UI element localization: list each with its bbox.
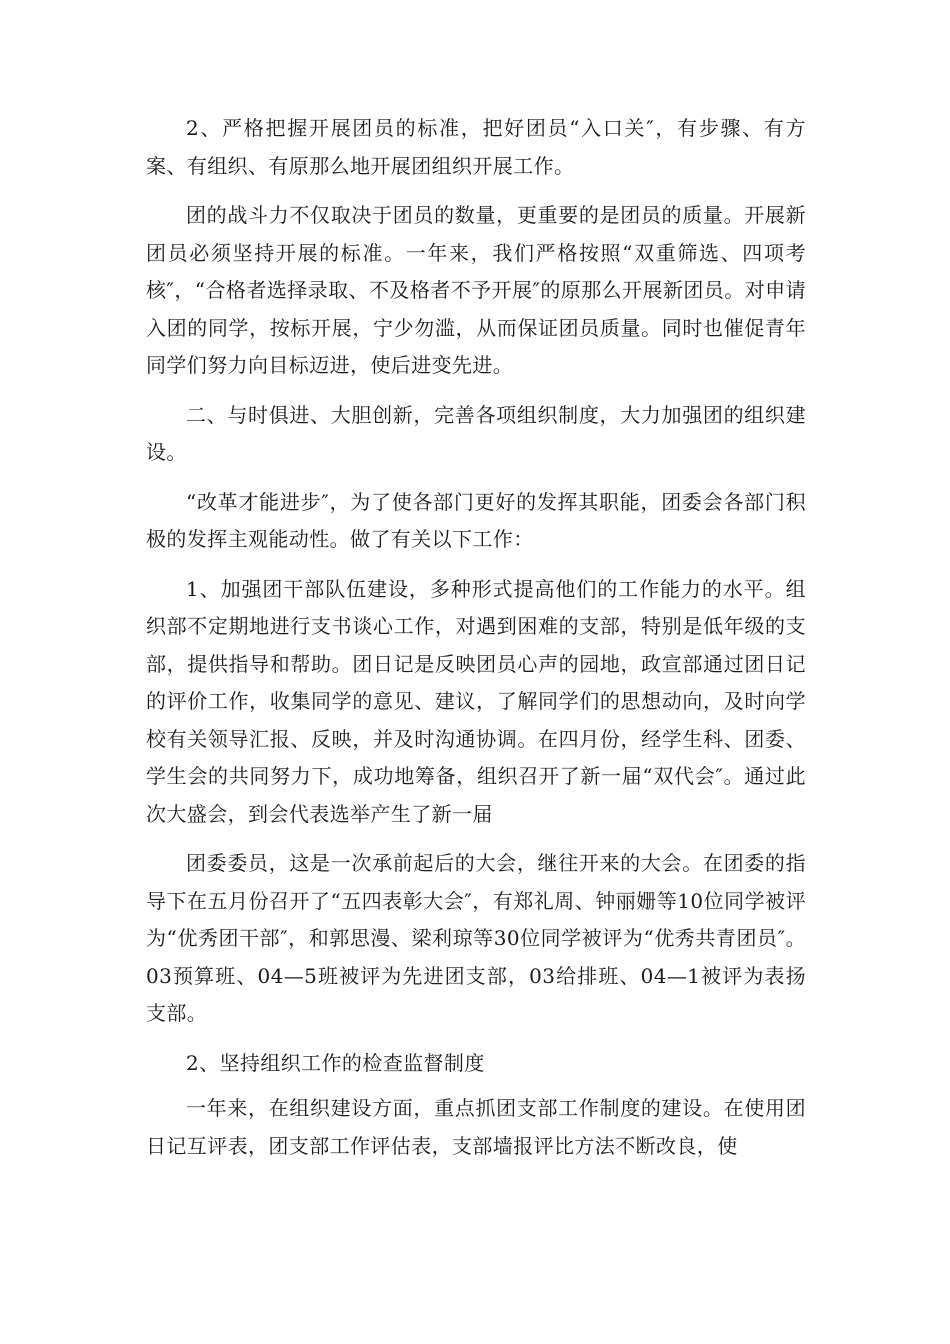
paragraph-branch-system: 一年来，在组织建设方面，重点抓团支部工作制度的建设。在使用团日记互评表，团支部工作评估表，支部墙报评比方法不断改良，使 xyxy=(146,1096,806,1158)
paragraph-committee-election: 团委委员，这是一次承前起后的大会，继往开来的大会。在团委的指导下在五月份召开了“五四表彰大会″，有郑礼周、钟丽姗等10位同学被评为“优秀团干部″，和郭思漫、梁利琼等30位同学被评为“优秀共青团员″。03预算班、04—5班被评为先进团支部，03给排班、04—1被评为表扬支部。 xyxy=(146,851,806,1025)
paragraph-cadre-building: 1、加强团干部队伍建设，多种形式提高他们的工作能力的水平。组织部不定期地进行支书谈心工作，对遇到困难的支部，特别是低年级的支部，提供指导和帮助。团日记是反映团员心声的园地，政宣部通过团日记的评价工作，收集同学的意见、建议，了解同学们的思想动向，及时向学校有关领导汇报、反映，并及时沟通协调。在四月份，经学生科、团委、学生会的共同努力下，成功地筹备，组织召开了新一届“双代会″。通过此次大盛会，到会代表选举产生了新一届 xyxy=(146,576,806,826)
paragraph-reform-intro: “改革才能进步″，为了使各部门更好的发挥其职能，团委会各部门积极的发挥主观能动性。做了有关以下工作： xyxy=(146,489,806,551)
paragraph-standard-heading: 2、严格把握开展团员的标准，把好团员“入口关″，有步骤、有方案、有组织、有原那么地开展团组织开展工作。 xyxy=(146,116,806,178)
document-body xyxy=(146,110,806,1177)
paragraph-inspection-heading: 2、坚持组织工作的检查监督制度 xyxy=(186,1050,485,1075)
paragraph-section-two-heading: 二、与时俱进、大胆创新，完善各项组织制度，大力加强团的组织建设。 xyxy=(146,402,806,464)
paragraph-member-quality: 团的战斗力不仅取决于团员的数量，更重要的是团员的质量。开展新团员必须坚持开展的标准。一年来，我们严格按照“双重筛选、四项考核″，“合格者选择录取、不及格者不予开展″的原那么开展新团员。对申请入团的同学，按标开展，宁少勿滥，从而保证团员质量。同时也催促青年同学们努力向目标迈进，使后进变先进。 xyxy=(146,203,806,377)
